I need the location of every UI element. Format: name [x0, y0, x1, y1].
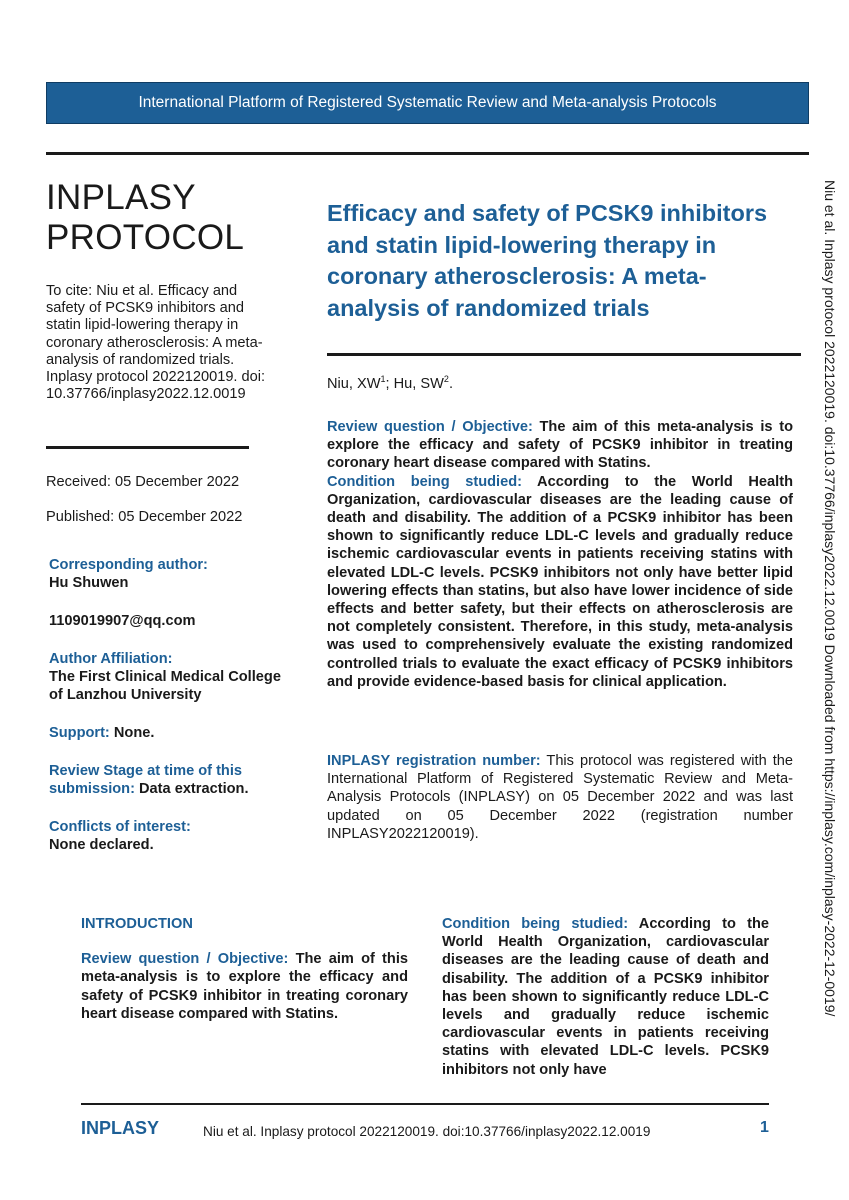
- author-metadata: [49, 556, 281, 874]
- download-sidebar: Niu et al. Inplasy protocol 2022120019. doi:10.37766/inplasy2022.12.0019 Downloaded from https://inplasy.com/inplasy-2022-12-0019/: [822, 180, 838, 1017]
- col2-condition-label: Condition being studied:: [442, 916, 629, 932]
- left-divider: [46, 446, 249, 449]
- registration-info: [327, 752, 793, 843]
- support-label: Support:: [49, 725, 110, 741]
- support-text: None.: [113, 725, 155, 741]
- intro-question-label: Review question / Objective:: [81, 951, 289, 968]
- brand-line-2: PROTOCOL: [46, 218, 245, 257]
- page-number: 1: [760, 1119, 769, 1136]
- review-question-text: The aim of this meta-analysis is to explore the efficacy and safety of PCSK9 inhibitor in treating coronary heart disease compared with Statins.: [327, 419, 793, 472]
- abstract: [327, 418, 793, 691]
- condition-text: According to the World Health Organization, cardiovascular diseases are the leading cause of death and disability. The addition of a PCSK9 inhibitor has been shown to significantly reduce LDL-C levels and gradually reduce ischemic cardiovascular events in patients receiving statins with elevated LDL-C levels. PCSK9 inhibitors not only have better lipid lowering effects than statins, but also have lower incidence of side effects and better safety, but their effects on atherosclerosis are not completely consistent. Therefore, in this study, meta-analysis was used to comprehensively evaluate the existing randomized controlled trials to evaluate the exact efficacy of PCSK9 inhibitors and provide evidence-based basis for clinical application.: [327, 473, 793, 690]
- corresponding-author-label: Corresponding author:: [49, 557, 208, 573]
- review-question-label: Review question / Objective:: [327, 419, 533, 435]
- review-stage-text: Data extraction.: [139, 781, 249, 797]
- affiliation-text: The First Clinical Medical College of Lanzhou University: [49, 669, 281, 703]
- conflicts-label: Conflicts of interest:: [49, 819, 191, 835]
- top-divider: [46, 152, 809, 155]
- footer-divider: [81, 1103, 769, 1105]
- footer-brand: INPLASY: [81, 1118, 160, 1138]
- registration-label: INPLASY registration number:: [327, 753, 541, 769]
- article-title: Efficacy and safety of PCSK9 inhibitors and statin lipid-lowering therapy in coronary atherosclerosis: A meta-analysis of randomized trials: [327, 200, 768, 321]
- affiliation-label: Author Affiliation:: [49, 651, 173, 667]
- brand-line-1: INPLASY: [46, 178, 196, 217]
- received-date: Received: 05 December 2022: [46, 474, 240, 490]
- introduction-column: [81, 915, 408, 1023]
- abstract-condition: [327, 473, 793, 691]
- abstract-review-question: [327, 418, 793, 473]
- author-list: Niu, $XW^1$; Hu, $SW^2$.: [327, 374, 453, 392]
- intro-question-text: The aim of this meta-analysis is to explore the efficacy and safety of PCSK9 inhibitor in treating coronary heart disease compared with Statins.: [81, 951, 408, 1022]
- title-divider: [327, 353, 801, 356]
- corresponding-author-name: Hu Shuwen: [49, 575, 129, 591]
- introduction-heading: INTRODUCTION: [81, 916, 193, 932]
- journal-banner: International Platform of Registered Systematic Review and Meta-analysis Protocols: [46, 82, 809, 124]
- left-column: [46, 178, 276, 403]
- citation-text: To cite: Niu et al. Efficacy and safety of PCSK9 inhibitors and statin lipid-lowering therapy in coronary atherosclerosis: A meta-analysis of randomized trials. Inplasy protocol 2022120019. doi: 10.37766/inplasy2022.12.0019: [46, 283, 266, 403]
- intro-review-question: [81, 950, 408, 1023]
- footer-citation: Niu et al. Inplasy protocol 2022120019. doi:10.37766/inplasy2022.12.0019: [203, 1124, 651, 1139]
- registration-text: This protocol was registered with the International Platform of Registered Systematic Review and Meta-Analysis Protocols (INPLASY) on 05 December 2022 and was last updated on 05 December 2022 (registration number INPLASY2022120019).: [327, 753, 794, 842]
- col2-condition-text: According to the World Health Organization, cardiovascular diseases are the leading cause of death and disability. The addition of a PCSK9 inhibitor has been shown to significantly reduce LDL-C levels and gradually reduce ischemic cardiovascular events in patients receiving statins with elevated LDL-C levels. PCSK9 inhibitors not only have: [442, 916, 769, 1078]
- review-stage-label: Review Stage at time of this submission:: [49, 763, 243, 797]
- conflicts-text: None declared.: [49, 837, 154, 853]
- protocol-brand: [46, 178, 276, 258]
- condition-label: Condition being studied:: [327, 473, 522, 490]
- author-email: 1109019907@qq.com: [49, 613, 196, 629]
- condition-column: [442, 915, 769, 1079]
- published-date: Published: 05 December 2022: [46, 509, 243, 525]
